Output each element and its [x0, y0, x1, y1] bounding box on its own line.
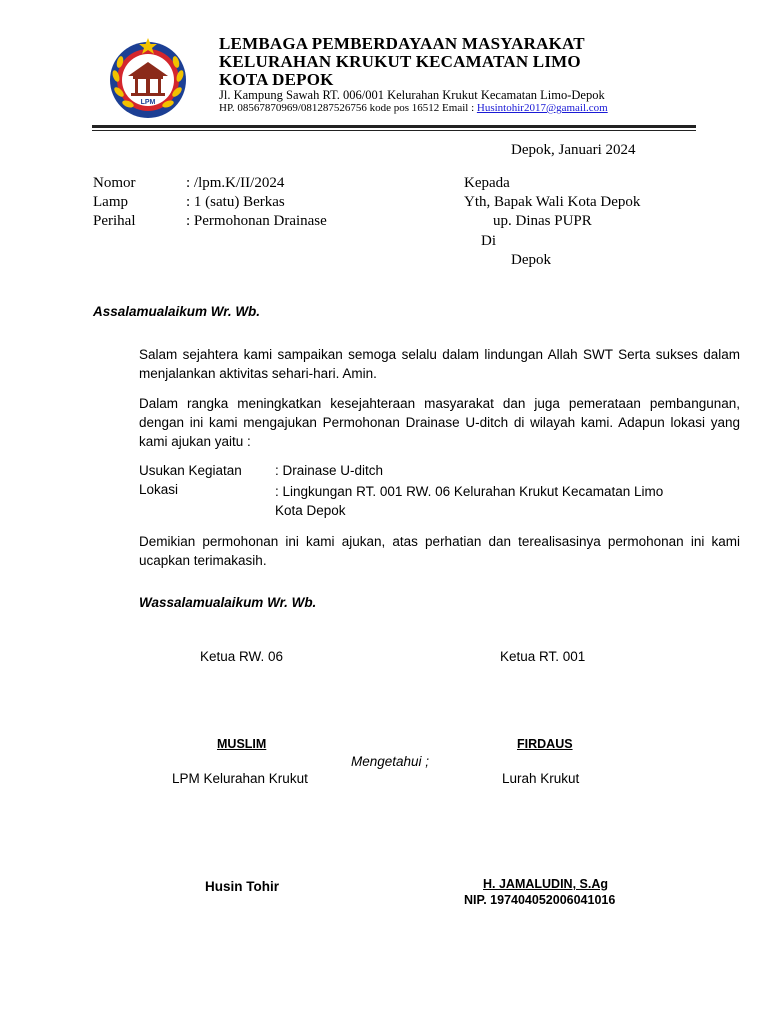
org-name-line3: KOTA DEPOK [219, 70, 334, 89]
lpm-title: LPM Kelurahan Krukut [172, 771, 308, 786]
lpm-name: Husin Tohir [205, 879, 279, 894]
rt-name: FIRDAUS [517, 737, 573, 751]
paragraph-2: Dalam rangka meningkatkan kesejahteraan masyarakat dan juga pemerataan pembangunan, dengan ini kami mengajukan Permohonan Drainase U-ditch di wilayah kami. Adapun lokasi yang kami ajukan yaitu : [139, 396, 740, 449]
lokasi-value: : Lingkungan RT. 001 RW. 06 Kelurahan Krukut Kecamatan Limo Kota Depok [275, 484, 664, 518]
lurah-name: H. JAMALUDIN, S.Ag [483, 877, 608, 891]
org-name-line1: LEMBAGA PEMBERDAYAAN MASYARAKAT [219, 34, 585, 53]
mengetahui: Mengetahui ; [351, 754, 430, 769]
lpm-emblem-icon [106, 36, 190, 120]
svg-text:LPM: LPM [140, 99, 156, 106]
recipient-kepada: Kepada [464, 175, 510, 191]
closing: Wassalamualaikum Wr. Wb. [139, 595, 317, 610]
greeting: Assalamualaikum Wr. Wb. [93, 304, 261, 319]
lurah-title: Lurah Krukut [502, 771, 580, 786]
letterhead-rule-thin [92, 130, 696, 131]
perihal-value: : Permohonan Drainase [186, 213, 327, 229]
rw-name: MUSLIM [217, 737, 267, 751]
email-link[interactable]: Husintohir2017@gamail.com [476, 102, 608, 114]
recipient-line1: Yth, Bapak Wali Kota Depok [464, 194, 641, 210]
org-contact-text: HP. 08567870969/081287526756 kode pos 16512 Email : [219, 102, 477, 114]
usulan-value: : Drainase U-ditch [275, 463, 384, 478]
org-contact [219, 102, 608, 114]
recipient-di: Di [481, 233, 496, 249]
letterhead-rule-thick [92, 125, 696, 128]
perihal-label: Perihal [93, 213, 136, 229]
recipient-line2: up. Dinas PUPR [493, 213, 592, 229]
rw-title: Ketua RW. 06 [200, 649, 284, 664]
usulan-label: Usukan Kegiatan [139, 463, 242, 478]
lamp-value: : 1 (satu) Berkas [186, 194, 285, 210]
paragraph-1: Salam sejahtera kami sampaikan semoga selalu dalam lindungan Allah SWT Serta sukses dalam menjalankan aktivitas sehari-hari. Amin. [139, 347, 740, 381]
org-address: Jl. Kampung Sawah RT. 006/001 Kelurahan Krukut Kecamatan Limo-Depok [219, 88, 605, 102]
lurah-nip: NIP. 197404052006041016 [464, 893, 616, 907]
lamp-label: Lamp [93, 194, 128, 210]
nomor-label: Nomor [93, 175, 136, 191]
letter-date: Depok, Januari 2024 [511, 142, 636, 158]
paragraph-3: Demikian permohonan ini kami ajukan, atas perhatian dan terealisasinya permohonan ini kami ucapkan terimakasih. [139, 534, 740, 568]
nomor-value: : /lpm.K/II/2024 [186, 175, 285, 191]
rt-title: Ketua RT. 001 [500, 649, 586, 664]
lokasi-label: Lokasi [139, 482, 179, 497]
org-name-line2: KELURAHAN KRUKUT KECAMATAN LIMO [219, 52, 581, 71]
recipient-city: Depok [511, 252, 551, 268]
